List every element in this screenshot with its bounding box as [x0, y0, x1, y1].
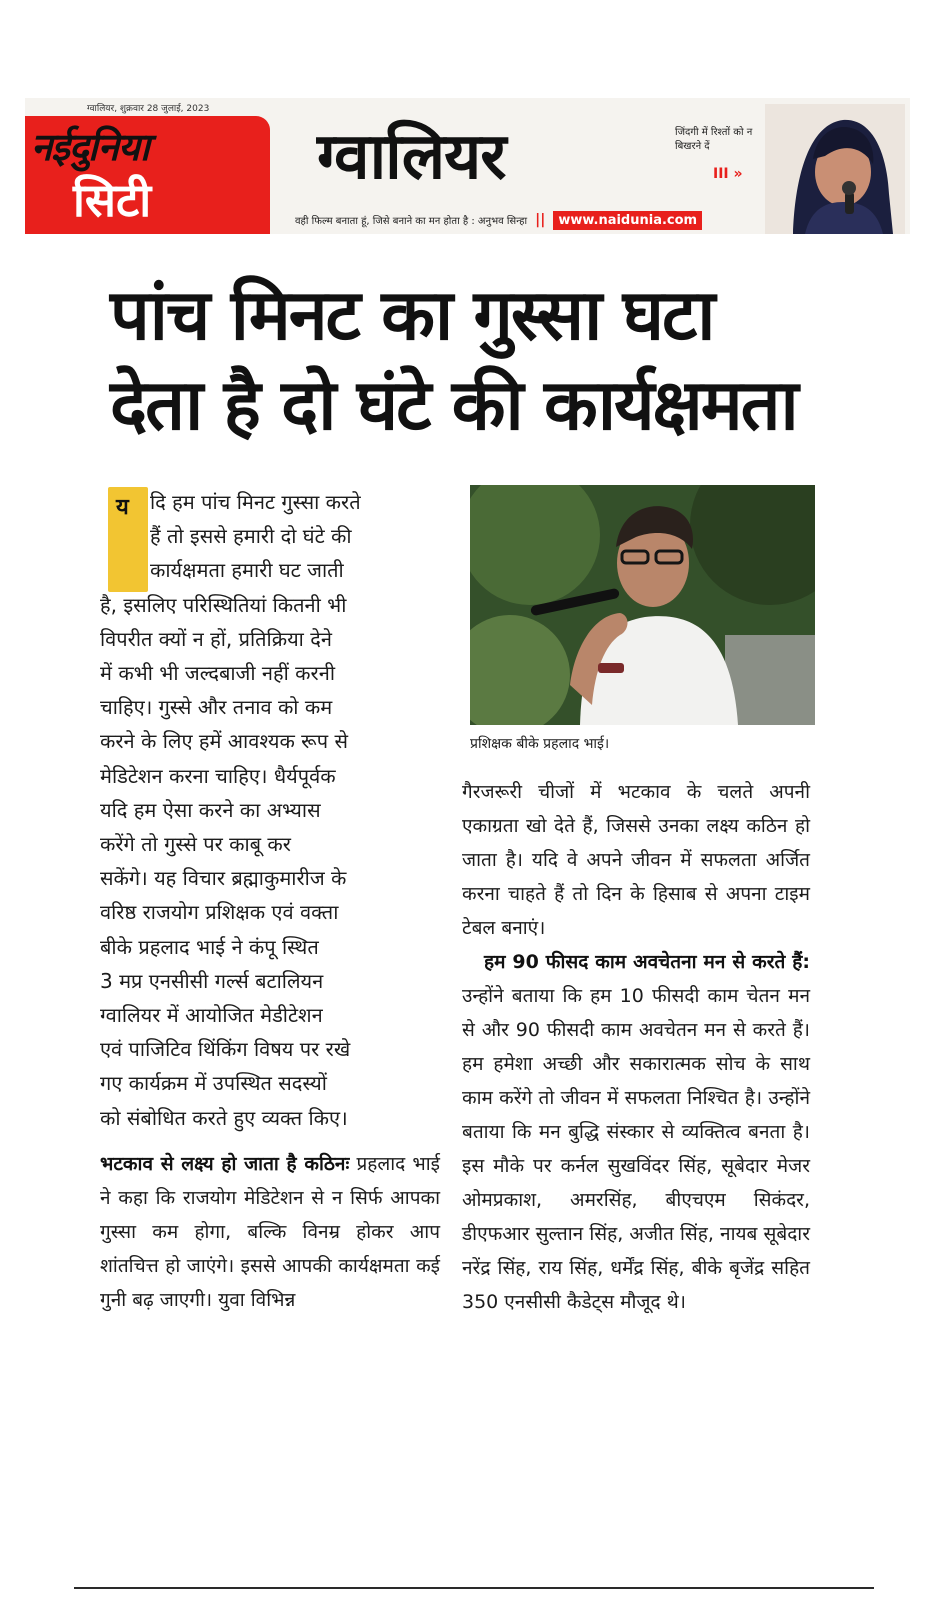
body-text: उन्होंने बताया कि हम 10 फीसदी काम चेतन मन से और 90 फीसदी काम अवचेतन मन से करते हैं। हम हमेशा अच्छी और सकारात्मक सोच के साथ काम करेंगे तो जीवन में सफलता निश्चित है। उन्होंने बताया कि मन बुद्धि संस्कार से व्यक्तित्व बनता है। इस मौके पर कर्नल सुखविंदर सिंह, सूबेदार मेजर ओमप्रकाश, अमरसिंह, बीएचएम सिकंदर, डीएफआर सुल्तान सिंह, अजीत सिंह, नायब सूबेदार नरेंद्र सिंह, राय सिंह, धर्मेंद्र सिंह, बीके बृजेंद्र सहित 350 एनसीसी कैडेट्स मौजूद थे।: [462, 985, 810, 1313]
text-line: मेडिटेशन करना चाहिए। धैर्यपूर्वक: [100, 763, 336, 788]
text-line: 3 मप्र एनसीसी गर्ल्स बटालियन: [100, 968, 324, 993]
headline-line-2: देता है दो घंटे की कार्यक्षमता: [110, 364, 797, 446]
lead-paragraph: [100, 485, 440, 1135]
masthead-ticker: [295, 208, 702, 232]
body-paragraph: गैरजरूरी चीजों में भटकाव के चलते अपनी एकाग्रता खो देते हैं, जिससे उनका लक्ष्य कठिन हो जाता है। यदि वे अपने जीवन में सफलता अर्जित करना चाहते हैं तो दिन के हिसाब से अपना टाइम टेबल बनाएं।: [462, 781, 810, 939]
website-url: www.naidunia.com: [553, 211, 702, 230]
ticker-separator: ||: [535, 212, 546, 228]
text-line: चाहिए। गुस्से और तनाव को कम: [100, 695, 333, 720]
headline-line-1: पांच मिनट का गुस्सा घटा: [110, 274, 714, 356]
text-line: वरिष्ठ राजयोग प्रशिक्षक एवं वक्ता: [100, 900, 339, 925]
subhead-paragraph: [462, 945, 810, 1319]
subhead-paragraph: [100, 1147, 440, 1317]
promo-photo: [765, 104, 905, 234]
page-bottom-rule: [74, 1587, 874, 1589]
text-line: करने के लिए हमें आवश्यक रूप से: [100, 729, 348, 754]
text-line: यदि हम ऐसा करने का अभ्यास: [100, 797, 321, 822]
body-text: प्रहलाद भाई ने कहा कि राजयोग मेडिटेशन से न सिर्फ आपका गुस्सा कम होगा, बल्कि विनम्र होकर आप शांतचित्त हो जाएंगे। इससे आपकी कार्यक्षमता कई गुनी बढ़ जाएगी। युवा विभिन्न: [100, 1152, 440, 1311]
brand-city: सिटी: [73, 173, 152, 227]
text-line: करेंगे तो गुस्से पर काबू कर: [100, 832, 291, 857]
text-line: हैं तो इससे हमारी दो घंटे की: [150, 524, 352, 549]
newspaper-masthead: [25, 98, 910, 234]
text-line: में कभी भी जल्दबाजी नहीं करनी: [100, 661, 336, 686]
text-line: सकेंगे। यह विचार ब्रह्माकुमारीज के: [100, 866, 347, 891]
article-column-right: [462, 775, 810, 1319]
edition-title: ग्वालियर: [317, 120, 506, 194]
article-headline: [110, 270, 825, 450]
text-line: दि हम पांच मिनट गुस्सा करते: [150, 490, 361, 514]
promo-text: जिंदगी में रिश्तों को न बिखरने दें: [675, 127, 753, 152]
drop-cap-letter: य: [116, 495, 129, 520]
text-line: गए कार्यक्रम में उपस्थित सदस्यों: [100, 1071, 327, 1096]
dateline: ग्वालियर, शुक्रवार 28 जुलाई, 2023: [87, 104, 210, 114]
text-line: बीके प्रहलाद भाई ने कंपू स्थित: [100, 934, 319, 959]
text-line: कार्यक्षमता हमारी घट जाती: [150, 558, 344, 583]
text-line: को संबोधित करते हुए व्यक्त किए।: [100, 1105, 348, 1130]
singer-portrait-image: [765, 104, 905, 234]
text-line: विपरीत क्यों न हों, प्रतिक्रिया देने: [100, 626, 332, 651]
promo-arrow-icon: III »: [713, 166, 743, 182]
text-line: ग्वालियर में आयोजित मेडीटेशन: [100, 1003, 323, 1028]
speaker-photo-image: [470, 485, 815, 725]
text-line: एवं पाजिटिव थिंकिंग विषय पर रखे: [100, 1037, 351, 1062]
ticker-text: वही फिल्म बनाता हूं, जिसे बनाने का मन होता है : अनुभव सिन्हा: [295, 216, 528, 227]
photo-caption: प्रशिक्षक बीके प्रहलाद भाई।: [470, 736, 610, 752]
article-column-left: [100, 485, 440, 1317]
subheading: हम 90 फीसद काम अवचेतना मन से करते हैं:: [484, 951, 810, 973]
brand-name: नईदुनिया: [31, 124, 149, 169]
subheading: भटकाव से लक्ष्य हो जाता है कठिनः: [100, 1152, 350, 1175]
brand-logo-box: [25, 116, 270, 234]
text-line: है, इसलिए परिस्थितियां कितनी भी: [100, 592, 347, 617]
article-photo: [470, 485, 815, 725]
